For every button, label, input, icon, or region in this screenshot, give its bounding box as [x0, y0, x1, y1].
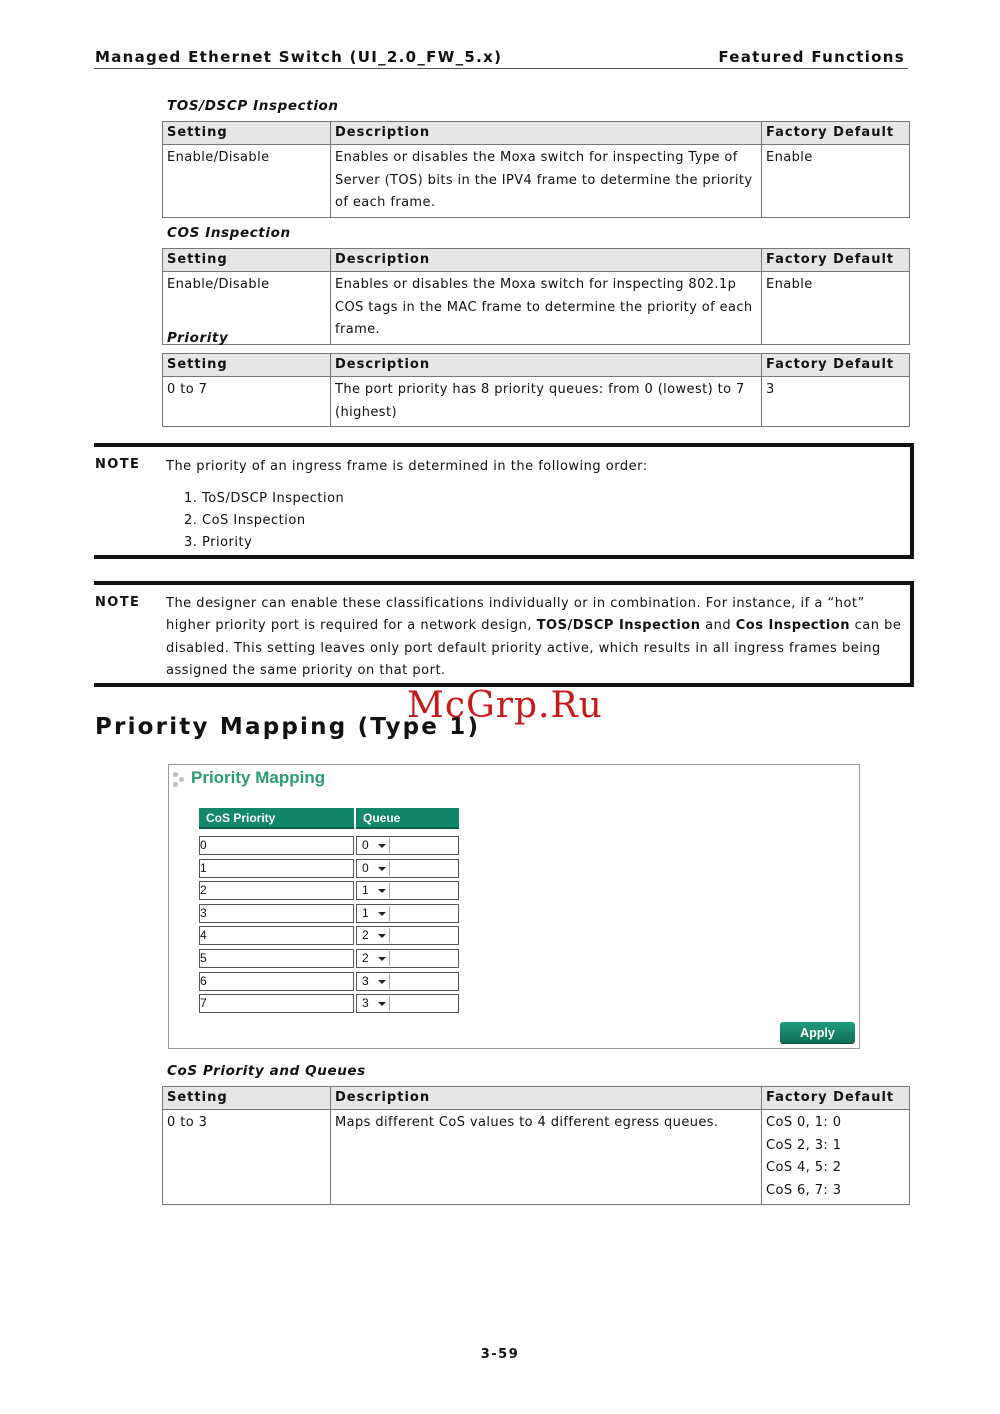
cos-priority-cell: 3 [199, 904, 354, 923]
priority-order-list [166, 488, 902, 554]
queue-select-value: 1 [362, 906, 369, 920]
panel-dots-icon [173, 772, 188, 787]
cos-priority-cell: 4 [199, 926, 354, 945]
cell-setting: 0 to 3 [163, 1110, 331, 1205]
queue-cell [356, 926, 459, 945]
note-text-part: The designer can enable these classifications individually or in combination. For instance, if a “hot” higher priority port is required for a network design, [166, 596, 865, 634]
cos-priority-cell: 7 [199, 994, 354, 1013]
queue-cell [356, 994, 459, 1013]
cell-default: Enable [762, 272, 910, 345]
queue-select-value: 0 [362, 861, 369, 875]
header-description: Description [331, 354, 762, 377]
queue-select[interactable] [359, 906, 390, 921]
cell-description: The port priority has 8 priority queues: from 0 (lowest) to 7 (highest) [331, 377, 762, 427]
table-row [163, 272, 910, 345]
cosq-caption: CoS Priority and Queues [167, 1063, 366, 1079]
page-number: 3-59 [480, 1347, 520, 1362]
cos-priority-cell: 6 [199, 972, 354, 991]
tos-table [162, 121, 910, 218]
queue-cell [356, 904, 459, 923]
note-label: NOTE [95, 595, 141, 610]
priority-table [162, 353, 910, 427]
cell-default [762, 1110, 910, 1205]
note-label: NOTE [95, 457, 141, 472]
queue-select-value: 3 [362, 996, 369, 1010]
queue-cell [356, 881, 459, 900]
queue-select[interactable] [359, 974, 390, 989]
note-box-classification [94, 581, 914, 687]
cell-default: Enable [762, 145, 910, 218]
note-text: The priority of an ingress frame is determined in the following order: [166, 459, 648, 474]
cell-setting: 0 to 7 [163, 377, 331, 427]
note-bold-term: TOS/DSCP Inspection [536, 618, 701, 634]
header-factory-default: Factory Default [762, 122, 910, 145]
header-setting: Setting [163, 249, 331, 272]
cos-priority-cell: 5 [199, 949, 354, 968]
cos-priority-cell: 1 [199, 859, 354, 878]
header-setting: Setting [163, 1087, 331, 1110]
queue-select-value: 0 [362, 838, 369, 852]
table-header-row [163, 249, 910, 272]
queue-select-value: 2 [362, 928, 369, 942]
chevron-down-icon [378, 957, 386, 961]
header-rule [94, 68, 908, 69]
table-header-row [163, 122, 910, 145]
cos-caption: COS Inspection [167, 225, 291, 241]
note-text-part: can be disabled. This setting leaves only port default priority active, which results in all ingress frames being assigned the same priority on that port. [166, 618, 902, 678]
header-description: Description [331, 1087, 762, 1110]
chevron-down-icon [378, 912, 386, 916]
list-item: 3. Priority [202, 532, 902, 554]
note-box-priority-order [94, 443, 914, 559]
queue-cell [356, 972, 459, 991]
queue-select-value: 2 [362, 951, 369, 965]
cell-setting: Enable/Disable [163, 272, 331, 345]
note-bold-term: Cos Inspection [735, 618, 850, 634]
cell-setting: Enable/Disable [163, 145, 331, 218]
note-body [166, 593, 902, 682]
cos-priority-cell: 0 [199, 836, 354, 855]
tos-caption: TOS/DSCP Inspection [167, 98, 339, 114]
queue-select[interactable] [359, 996, 390, 1011]
column-header-cos-priority: CoS Priority [199, 808, 354, 829]
cell-description: Enables or disables the Moxa switch for inspecting Type of Server (TOS) bits in the IPV4 frame to determine the priority of each frame. [331, 145, 762, 218]
queue-select[interactable] [359, 838, 390, 853]
header-factory-default: Factory Default [762, 249, 910, 272]
section-title: Priority Mapping (Type 1) [95, 714, 481, 740]
header-description: Description [331, 122, 762, 145]
default-line: CoS 6, 7: 3 [766, 1182, 842, 1198]
queue-cell [356, 836, 459, 855]
table-header-row [163, 354, 910, 377]
cell-default: 3 [762, 377, 910, 427]
apply-button[interactable]: Apply [780, 1022, 855, 1043]
queue-select[interactable] [359, 861, 390, 876]
panel-title: Priority Mapping [191, 768, 326, 787]
default-line: CoS 4, 5: 2 [766, 1160, 842, 1175]
cos-priority-cell: 2 [199, 881, 354, 900]
table-row [163, 145, 910, 218]
running-header-left: Managed Ethernet Switch (UI_2.0_FW_5.x) [95, 48, 503, 66]
queue-cell [356, 859, 459, 878]
header-setting: Setting [163, 354, 331, 377]
header-factory-default: Factory Default [762, 1087, 910, 1110]
queue-select-value: 3 [362, 974, 369, 988]
header-setting: Setting [163, 122, 331, 145]
queue-select[interactable] [359, 951, 390, 966]
priority-mapping-panel [168, 764, 860, 1049]
note-body [166, 456, 902, 554]
chevron-down-icon [378, 844, 386, 848]
queue-select[interactable] [359, 883, 390, 898]
watermark: McGrp.Ru [407, 685, 603, 726]
column-header-queue: Queue [356, 808, 459, 829]
table-header-row [163, 1087, 910, 1110]
chevron-down-icon [378, 934, 386, 938]
cell-description: Maps different CoS values to 4 different egress queues. [331, 1110, 762, 1205]
chevron-down-icon [378, 889, 386, 893]
cos-table [162, 248, 910, 345]
table-row [163, 377, 910, 427]
queue-cell [356, 949, 459, 968]
queue-select-value: 1 [362, 883, 369, 897]
list-item: 2. CoS Inspection [202, 510, 902, 532]
queue-select[interactable] [359, 928, 390, 943]
chevron-down-icon [378, 980, 386, 984]
chevron-down-icon [378, 1002, 386, 1006]
running-header-right: Featured Functions [718, 48, 905, 66]
header-description: Description [331, 249, 762, 272]
default-line: CoS 2, 3: 1 [766, 1137, 842, 1153]
table-row [163, 1110, 910, 1205]
list-item: 1. ToS/DSCP Inspection [202, 488, 902, 510]
cell-description: Enables or disables the Moxa switch for inspecting 802.1p COS tags in the MAC frame to determine the priority of each frame. [331, 272, 762, 345]
priority-caption: Priority [167, 330, 229, 346]
cos-queues-table [162, 1086, 910, 1205]
header-factory-default: Factory Default [762, 354, 910, 377]
chevron-down-icon [378, 867, 386, 871]
default-line: CoS 0, 1: 0 [766, 1115, 842, 1130]
note-text-part: and [700, 618, 736, 634]
